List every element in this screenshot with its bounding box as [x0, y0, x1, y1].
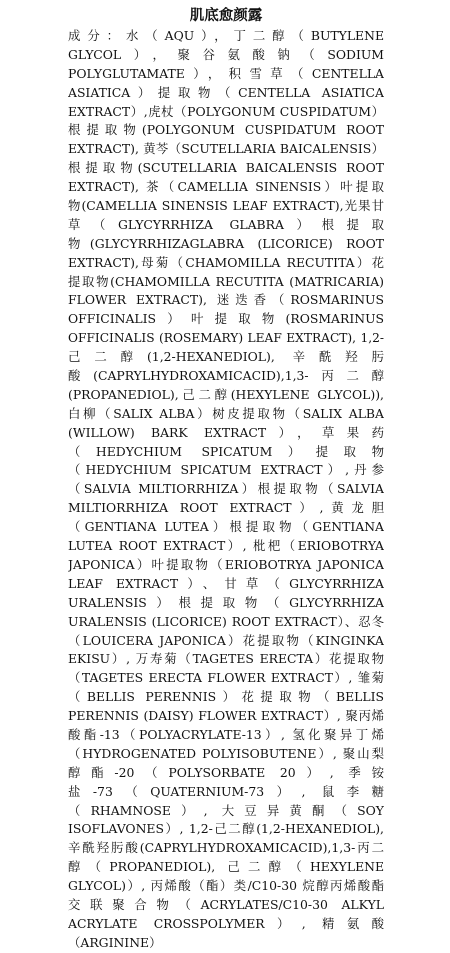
ingredient-line: EXTRACT),母菊（CHAMOMILLA RECUTITA）花 [68, 254, 384, 270]
ingredient-line: EKISU）, 万寿菊（TAGETES ERECTA）花提取物 [68, 651, 384, 667]
ingredient-line: 提取物(CHAMOMILLA RECUTITA (MATRICARIA) [68, 273, 384, 289]
ingredient-line: FLOWER EXTRACT), 迷迭香（ROSMARINUS [68, 292, 384, 308]
ingredient-line: （HEDYCHIUM SPICATUM EXTRACT）,丹参 [68, 462, 384, 478]
ingredient-line: 白柳（SALIX ALBA）树皮提取物（SALIX ALBA [68, 405, 384, 421]
ingredient-line: GLYCOL)）, 丙烯酸（酯）类/C10-30 烷醇丙烯酸酯 [68, 878, 384, 894]
ingredient-line: 根提取物(POLYGONUM CUSPIDATUM ROOT [68, 122, 384, 138]
ingredient-line: LUTEA ROOT EXTRACT）, 枇杷（ERIOBOTRYA [68, 538, 384, 554]
ingredient-line: MILTIORRHIZA ROOT EXTRACT）,黄龙胆 [68, 500, 384, 516]
ingredient-line: 酸(CAPRYLHYDROXAMICACID),1,3-丙二醇 [68, 368, 384, 384]
ingredient-line: 盐-73（QUATERNIUM-73）, 鼠李糖 [68, 783, 384, 799]
ingredient-list [68, 27, 384, 953]
ingredient-line: ACRYLATE CROSSPOLYMER）, 精氨酸 [68, 915, 384, 931]
ingredient-line: URALENSIS）根提取物（GLYCYRRHIZA [68, 594, 384, 610]
ingredient-line: （HEDYCHIUM SPICATUM）提取物 [68, 443, 384, 459]
ingredient-line: ISOFLAVONES）, 1,2-己二醇(1,2-HEXANEDIOL), [68, 821, 384, 837]
ingredient-line: EXTRACT）,虎杖（POLYGONUM CUSPIDATUM） [68, 103, 384, 119]
ingredient-line: OFFICINALIS）叶提取物(ROSMARINUS [68, 311, 384, 327]
ingredient-line: (PROPANEDIOL),己二醇(HEXYLENE GLYCOL)), [68, 386, 384, 402]
ingredient-line: (WILLOW) BARK EXTRACT），草果药 [68, 424, 384, 440]
ingredient-line: 成分：水（AQU），丁二醇（BUTYLENE [68, 28, 384, 43]
ingredient-line: 物(GLYCYRRHIZAGLABRA (LICORICE) ROOT [68, 235, 384, 251]
ingredient-line: URALENSIS (LICORICE) ROOT EXTRACT）、忍冬 [68, 613, 384, 629]
ingredient-line: （BELLIS PERENNIS）花提取物（BELLIS [68, 689, 384, 705]
ingredient-line: 己二醇(1,2-HEXANEDIOL), 辛酰羟肟 [68, 349, 384, 365]
ingredient-line: （TAGETES ERECTA FLOWER EXTRACT）, 雏菊 [68, 670, 384, 686]
ingredient-line: （LOUICERA JAPONICA）花提取物（KINGINKA [68, 632, 384, 648]
ingredient-line: （SALVIA MILTIORRHIZA）根提取物（SALVIA [68, 481, 384, 497]
ingredient-line: 根提取物(SCUTELLARIA BAICALENSIS ROOT [68, 160, 384, 176]
ingredient-line: PERENNIS (DAISY) FLOWER EXTRACT）, 聚丙烯 [68, 708, 384, 724]
ingredient-line: ASIATICA）提取物（CENTELLA ASIATICA [68, 84, 384, 100]
ingredient-line: EXTRACT), 黄芩（SCUTELLARIA BAICALENSIS） [68, 141, 384, 157]
ingredient-line: LEAF EXTRACT）、甘草（GLYCYRRHIZA [68, 575, 384, 591]
ingredient-line: （RHAMNOSE）, 大豆异黄酮（SOY [68, 802, 384, 818]
ingredient-line: 草（GLYCYRRHIZA GLABRA）根提取 [68, 216, 384, 232]
ingredient-line: 交联聚合物（ACRYLATES/C10-30 ALKYL [68, 896, 384, 912]
ingredient-line: JAPONICA）叶提取物（ERIOBOTRYA JAPONICA [68, 556, 384, 572]
ingredient-line: （GENTIANA LUTEA）根提取物（GENTIANA [68, 519, 384, 535]
ingredient-line: 物(CAMELLIA SINENSIS LEAF EXTRACT),光果甘 [68, 198, 384, 214]
ingredient-line: GLYCOL），聚谷氨酸钠（SODIUM [68, 46, 384, 62]
ingredient-line: POLYGLUTAMATE），积雪草（CENTELLA [68, 65, 384, 81]
ingredient-line: 酸酯-13（POLYACRYLATE-13）, 氢化聚异丁烯 [68, 726, 384, 742]
ingredient-line: OFFICINALIS (ROSEMARY) LEAF EXTRACT), 1,2- [68, 331, 384, 346]
ingredient-line: EXTRACT), 茶（CAMELLIA SINENSIS）叶提取 [68, 179, 384, 195]
ingredient-line: 醇（PROPANEDIOL), 己二醇（HEXYLENE [68, 859, 384, 875]
ingredient-line: 醇酯-20（POLYSORBATE 20）, 季铵 [68, 764, 384, 780]
ingredient-line: （HYDROGENATED POLYISOBUTENE）, 聚山梨 [68, 745, 384, 761]
product-title: 肌底愈颜露 [189, 8, 263, 24]
ingredient-line: （ARGININE） [68, 934, 162, 950]
ingredient-line: 辛酰羟肟酸(CAPRYLHYDROXAMICACID),1,3-丙二 [68, 840, 384, 856]
